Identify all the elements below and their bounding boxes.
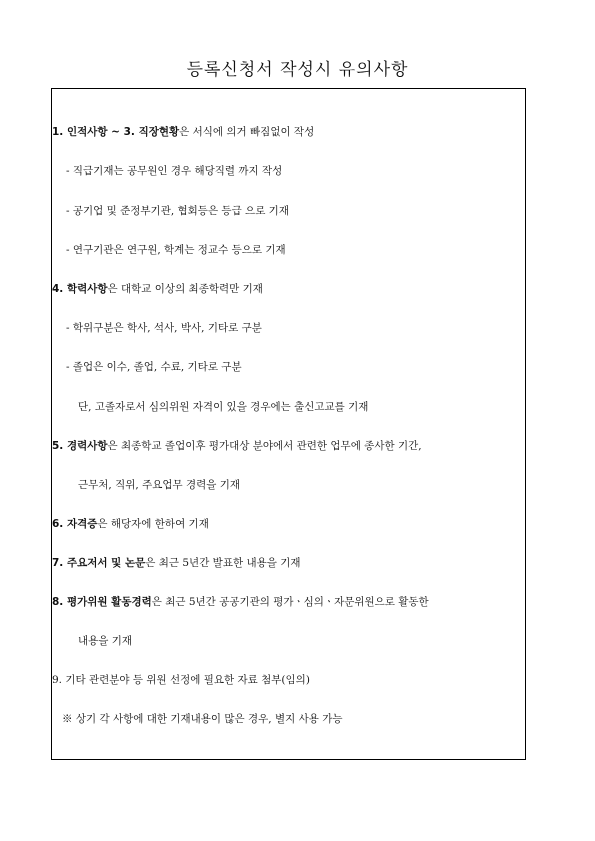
item-5: [52, 439, 422, 453]
item-8-cont: 내용을 기재: [78, 635, 133, 647]
item-1-sub-2: - 공기업 및 준정부기관, 협회등은 등급 으로 기재: [66, 205, 289, 217]
footnote: ※ 상기 각 사항에 대한 기재내용이 많은 경우, 별지 사용 가능: [62, 713, 343, 725]
item-4: [52, 282, 263, 296]
item-9: 9. 기타 관련분야 등 위원 선정에 필요한 자료 첨부(임의): [52, 674, 310, 686]
item-5-heading: 5. 경력사항: [52, 440, 108, 452]
item-4-text: 은 대학교 이상의 최종학력만 기재: [107, 283, 263, 295]
item-7-text: 은 최근 5년간 발표한 내용을 기재: [145, 557, 301, 569]
item-8-heading: 8. 평가위원 활동경력: [52, 596, 152, 608]
item-1-sub-1: - 직급기재는 공무원인 경우 해당직렬 까지 작성: [66, 165, 283, 177]
item-5-cont: 근무처, 직위, 주요업무 경력을 기재: [78, 479, 241, 491]
item-6: [52, 517, 209, 531]
item-4-note: 단, 고졸자로서 심의위원 자격이 있을 경우에는 출신고교를 기재: [78, 401, 369, 413]
item-6-text: 은 해당자에 한하여 기재: [97, 518, 209, 530]
item-1: [52, 125, 314, 139]
item-8: [52, 595, 429, 609]
notes-box: [51, 88, 526, 760]
item-4-sub-2: - 졸업은 이수, 졸업, 수료, 기타로 구분: [66, 361, 242, 373]
item-7-heading: 7. 주요저서 및 논문: [52, 557, 146, 569]
item-7: [52, 556, 301, 570]
item-1-heading: 1. 인적사항 ~ 3. 직장현황: [52, 126, 180, 138]
page-title: 등록신청서 작성시 유의사항: [186, 60, 409, 80]
item-4-sub-1: - 학위구분은 학사, 석사, 박사, 기타로 구분: [66, 322, 262, 334]
item-5-text: 은 최종학교 졸업이후 평가대상 분야에서 관련한 업무에 종사한 기간,: [107, 440, 422, 452]
item-8-text: 은 최근 5년간 공공기관의 평가ㆍ심의ㆍ자문위원으로 활동한: [151, 596, 429, 608]
item-1-sub-3: - 연구기관은 연구원, 학계는 정교수 등으로 기재: [66, 244, 286, 256]
item-6-heading: 6. 자격증: [52, 518, 98, 530]
item-4-heading: 4. 학력사항: [52, 283, 108, 295]
item-1-text: 은 서식에 의거 빠짐없이 작성: [179, 126, 315, 138]
